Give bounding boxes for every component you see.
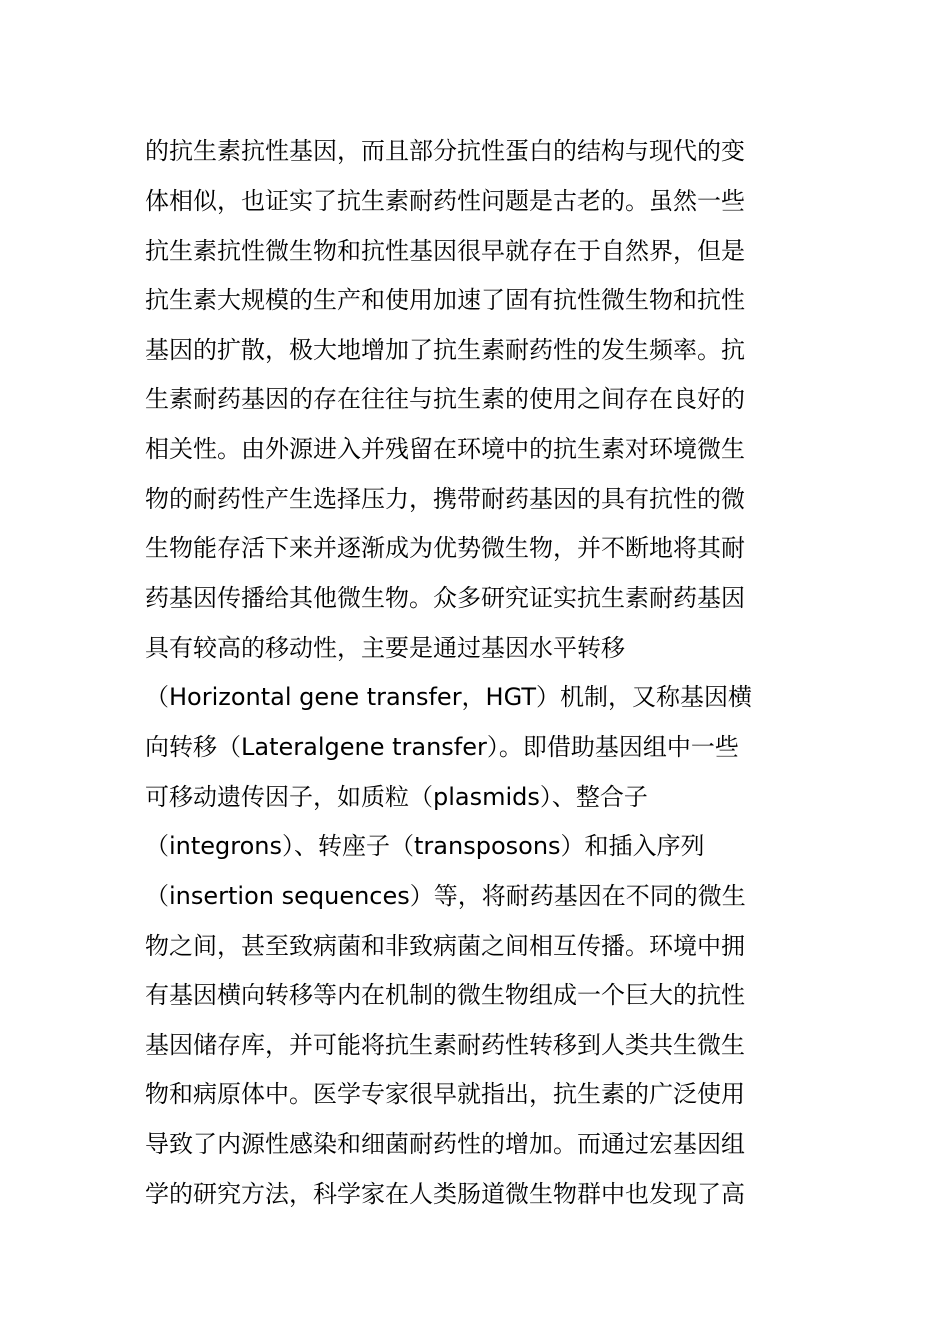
text-line: 基因的扩散，极大地增加了抗生素耐药性的发生频率。抗 xyxy=(145,336,745,364)
text-line: 相关性。由外源进入并残留在环境中的抗生素对环境微生 xyxy=(145,435,745,463)
text-line: （Horizontal gene transfer，HGT）机制，又称基因横 xyxy=(145,683,753,711)
text-line: 物的耐药性产生选择压力，携带耐药基因的具有抗性的微 xyxy=(145,485,745,513)
text-line: （insertion sequences）等，将耐药基因在不同的微生 xyxy=(145,882,746,910)
text-line: 学的研究方法，科学家在人类肠道微生物群中也发现了高 xyxy=(145,1180,745,1208)
text-line: 体相似，也证实了抗生素耐药性问题是古老的。虽然一些 xyxy=(145,187,745,215)
text-line: 生物能存活下来并逐渐成为优势微生物，并不断地将其耐 xyxy=(145,534,745,562)
text-line: 有基因横向转移等内在机制的微生物组成一个巨大的抗性 xyxy=(145,981,745,1009)
text-line: 基因储存库，并可能将抗生素耐药性转移到人类共生微生 xyxy=(145,1031,745,1059)
text-line: 物和病原体中。医学专家很早就指出，抗生素的广泛使用 xyxy=(145,1080,745,1108)
text-line: 抗生素大规模的生产和使用加速了固有抗性微生物和抗性 xyxy=(145,286,745,314)
text-line: 可移动遗传因子，如质粒（plasmids）、整合子 xyxy=(145,783,648,811)
text-line: 导致了内源性感染和细菌耐药性的增加。而通过宏基因组 xyxy=(145,1130,745,1158)
text-line: （integrons）、转座子（transposons）和插入序列 xyxy=(145,832,705,860)
text-line: 向转移（Lateralgene transfer）。即借助基因组中一些 xyxy=(145,733,739,761)
text-line: 具有较高的移动性，主要是通过基因水平转移 xyxy=(145,634,625,662)
text-line: 的抗生素抗性基因，而且部分抗性蛋白的结构与现代的变 xyxy=(145,137,745,165)
text-line: 物之间，甚至致病菌和非致病菌之间相互传播。环境中拥 xyxy=(145,932,745,960)
text-line: 生素耐药基因的存在往往与抗生素的使用之间存在良好的 xyxy=(145,385,745,413)
text-line: 药基因传播给其他微生物。众多研究证实抗生素耐药基因 xyxy=(145,584,745,612)
text-line: 抗生素抗性微生物和抗性基因很早就存在于自然界，但是 xyxy=(145,237,745,265)
